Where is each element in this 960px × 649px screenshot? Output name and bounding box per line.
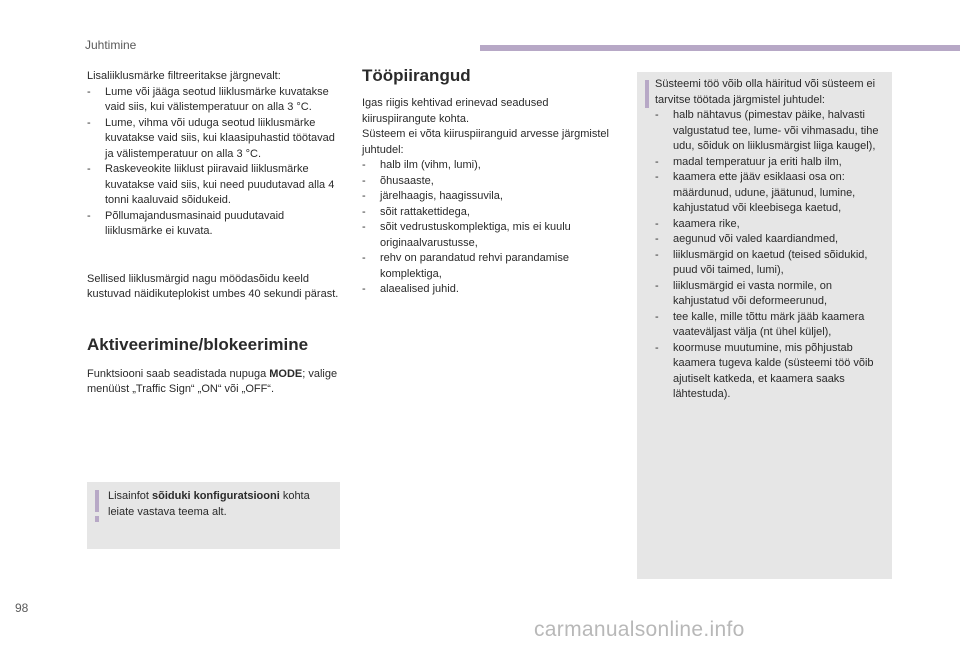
list-item: - liiklusmärgid ei vasta normile, on kahjustatud või deformeerunud, [655, 279, 832, 307]
filter-list [87, 85, 343, 240]
list-item: - kaamera rike, [655, 217, 887, 233]
list-dash: - [655, 248, 659, 261]
list-item: - halb nähtavus (pimestav päike, halvasti valgustatud tee, lume- või vihmasadu, tihe udu, sõiduk on liiklusmärgist liiga kaugel), [655, 109, 879, 152]
list-dash: - [362, 205, 366, 218]
info-link-text: sõiduki konfiguratsiooni [152, 490, 280, 502]
activation-heading: Aktiveerimine/blokeerimine [87, 334, 309, 354]
section-header-bar [480, 45, 960, 51]
info-marker [95, 490, 99, 512]
list-item: - tee kalle, mille tõttu märk jääb kaamera vaateväljast välja (nt ühel küljel), [655, 310, 865, 338]
list-item: - kaamera ette jääv esiklaasi osa on: määrdunud, udune, jäätunud, lumine, kahjustatud või kleebisega kaetud, [655, 171, 856, 214]
mode-button-label: MODE [269, 367, 303, 380]
info-box [87, 482, 340, 549]
info-marker [95, 516, 99, 522]
list-item: - Põllumajandusmasinaid puudutavaid liiklusmärke ei kuvata. [87, 209, 285, 237]
limitations-paragraph-2: Süsteem ei võta kiiruspiiranguid arvesse järgmistel juhtudel: [362, 128, 609, 156]
list-item: - järelhaagis, haagissuvila, [362, 189, 617, 205]
limitations-paragraph-1: Igas riigis kehtivad erinevad seadused kiiruspiirangute kohta. [362, 97, 549, 125]
list-dash: - [87, 209, 91, 222]
list-dash: - [362, 283, 366, 295]
watermark: carmanualsonline.info [534, 618, 745, 641]
info-text: Lisainfot sõiduki konfiguratsiooni kohta leiate vastava teema alt. [108, 490, 310, 518]
list-dash: - [362, 190, 366, 202]
info-marker [645, 80, 649, 108]
overtaking-paragraph: Sellised liiklusmärgid nagu möödasõidu keeld kustuvad näidikuteplokist umbes 40 sekundi pärast. [87, 272, 339, 300]
list-dash: - [362, 221, 366, 233]
list-dash: - [655, 109, 659, 121]
list-item: - rehv on parandatud rehvi parandamise komplektiga, [362, 252, 569, 280]
list-item: - aegunud või valed kaardiandmed, [655, 232, 887, 248]
filter-intro: Lisaliiklusmärke filtreeritakse järgnevalt: [87, 70, 281, 82]
limitations-heading: Tööpiirangud [362, 66, 471, 85]
list-item: - Lume või jääga seotud liiklusmärke kuvatakse vaid siis, kui välistemperatuur on alla 3 °C. [87, 85, 329, 113]
list-item: - Lume, vihma või uduga seotud liiklusmärke kuvatakse vaid siis, kui klaasipuhastid töötavad ja välistemperatuur on alla 3 °C. [87, 116, 335, 160]
list-item: - alaealised juhid. [362, 282, 617, 298]
list-item: - õhusaaste, [362, 174, 617, 190]
warning-intro: Süsteemi töö võib olla häiritud või süsteem ei tarvitse töötada järgmistel juhtudel: [655, 78, 876, 106]
warning-box [637, 72, 892, 579]
list-dash: - [87, 163, 91, 175]
list-item: - koormuse muutumine, mis põhjustab kaamera tugeva kalde (süsteemi töö võib ajutiselt katkeda, et kaamera saaks lähtestuda). [655, 341, 874, 400]
list-dash: - [87, 116, 91, 129]
list-dash: - [655, 279, 659, 292]
limitations-list [362, 158, 617, 298]
left-column [87, 69, 343, 398]
list-dash: - [655, 217, 659, 230]
list-dash: - [87, 85, 91, 98]
list-dash: - [362, 174, 366, 187]
list-item: - sõit rattakettidega, [362, 205, 617, 221]
page-number: 98 [15, 601, 29, 615]
list-item: - liiklusmärgid on kaetud (teised sõidukid, puud või taimed, lumi), [655, 248, 868, 276]
list-dash: - [655, 155, 659, 168]
list-item: - Raskeveokite liiklust piiravaid liiklusmärke kuvatakse vaid siis, kui need puudutavad alla 4 tonni kaaluvaid sõidukeid. [87, 163, 335, 206]
list-item: - madal temperatuur ja eriti halb ilm, [655, 155, 887, 171]
list-dash: - [655, 310, 659, 323]
list-dash: - [655, 341, 659, 354]
warning-list [655, 108, 887, 403]
list-dash: - [655, 171, 659, 183]
list-item: - sõit vedrustuskomplektiga, mis ei kuulu originaalvarustusse, [362, 221, 571, 249]
list-item: - halb ilm (vihm, lumi), [362, 158, 617, 174]
list-dash: - [362, 252, 366, 264]
middle-column [362, 66, 617, 298]
activation-paragraph: Funktsiooni saab seadistada nupuga MODE; valige menüüst „Traffic Sign“ „ON“ või „OFF“. [87, 367, 338, 395]
list-dash: - [362, 159, 366, 171]
list-dash: - [655, 233, 659, 245]
section-title: Juhtimine [85, 38, 137, 52]
warning-text [655, 77, 887, 403]
